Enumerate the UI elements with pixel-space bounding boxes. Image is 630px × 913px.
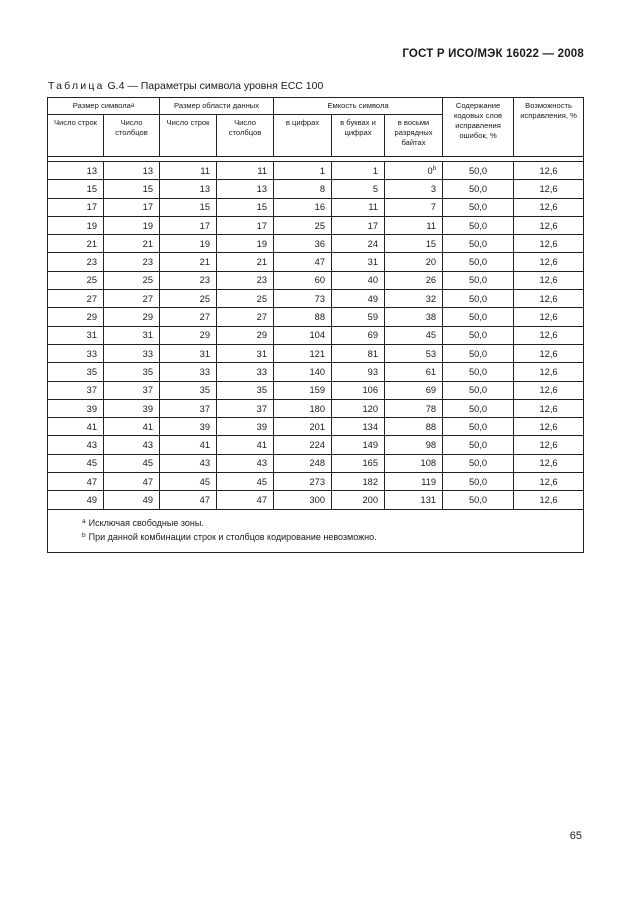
table-cell: 50,0 [443,162,514,180]
table-cell: 12,6 [514,436,584,454]
table-cell: 13 [217,180,274,198]
table-row [48,418,584,436]
table-cell: 47 [274,253,332,271]
header-error-correction-codewords: Содержание кодовых слов исправления ошибок, % [443,98,514,157]
table-cell: 33 [104,344,160,362]
table-row [48,363,584,381]
table-cell: 31 [160,344,217,362]
table-cell: 39 [217,418,274,436]
table-cell: 32 [385,290,443,308]
table-cell: 15 [160,198,217,216]
subheader-alphanumeric: в буквах и цифрах [332,115,385,157]
table-cell: 50,0 [443,216,514,234]
table-cell: 33 [160,363,217,381]
table-cell: 11 [160,162,217,180]
table-cell: 45 [160,473,217,491]
table-cell: 25 [274,216,332,234]
table-cell: 3 [385,180,443,198]
table-cell: 300 [274,491,332,509]
table-cell: 61 [385,363,443,381]
table-cell: 37 [104,381,160,399]
table-cell: 23 [48,253,104,271]
table-cell: 36 [274,235,332,253]
table-cell: 37 [217,399,274,417]
table-cell: 43 [217,454,274,472]
table-cell: 31 [48,326,104,344]
table-cell: 60 [274,271,332,289]
table-cell: 180 [274,399,332,417]
table-cell: 37 [160,399,217,417]
table-cell: 12,6 [514,363,584,381]
table-cell: 47 [160,491,217,509]
table-cell: 0$^b$ [385,162,443,180]
table-cell: 27 [104,290,160,308]
table-row [48,436,584,454]
table-cell: 50,0 [443,344,514,362]
symbol-parameters-table [47,97,584,553]
table-cell: 12,6 [514,473,584,491]
table-cell: 45 [217,473,274,491]
table-cell: 119 [385,473,443,491]
table-cell: 25 [160,290,217,308]
table-cell: 29 [160,326,217,344]
table-cell: 121 [274,344,332,362]
table-cell: 43 [48,436,104,454]
table-cell: 106 [332,381,385,399]
table-row [48,454,584,472]
table-row [48,271,584,289]
table-row [48,198,584,216]
table-cell: 35 [160,381,217,399]
table-cell: 15 [104,180,160,198]
table-cell: 47 [48,473,104,491]
table-cell: 159 [274,381,332,399]
table-cell: 11 [332,198,385,216]
table-cell: 20 [385,253,443,271]
header-data-region-size: Размер области данных [160,98,274,115]
table-cell: 50,0 [443,271,514,289]
table-cell: 12,6 [514,216,584,234]
subheader-region-cols: Число столбцов [217,115,274,157]
table-cell: 25 [104,271,160,289]
table-cell: 41 [160,436,217,454]
table-cell: 19 [160,235,217,253]
table-cell: 88 [274,308,332,326]
table-cell: 17 [217,216,274,234]
table-cell: 200 [332,491,385,509]
table-cell: 53 [385,344,443,362]
table-cell: 39 [104,399,160,417]
table-cell: 50,0 [443,454,514,472]
table-cell: 140 [274,363,332,381]
table-cell: 12,6 [514,198,584,216]
header-correction-capability: Возможность исправления, % [514,98,584,157]
table-cell: 49 [104,491,160,509]
table-cell: 50,0 [443,198,514,216]
table-cell: 59 [332,308,385,326]
table-cell: 41 [104,418,160,436]
table-cell: 35 [217,381,274,399]
table-cell: 12,6 [514,253,584,271]
table-cell: 12,6 [514,381,584,399]
table-cell: 12,6 [514,326,584,344]
table-cell: 12,6 [514,290,584,308]
table-cell: 5 [332,180,385,198]
table-cell: 31 [217,344,274,362]
table-row [48,381,584,399]
table-cell: 50,0 [443,308,514,326]
table-cell: 98 [385,436,443,454]
table-row [48,290,584,308]
table-cell: 149 [332,436,385,454]
table-cell: 24 [332,235,385,253]
table-row [48,253,584,271]
table-cell: 15 [385,235,443,253]
table-cell: 11 [385,216,443,234]
table-cell: 45 [48,454,104,472]
table-row [48,491,584,509]
table-caption [48,80,323,92]
table-row [48,473,584,491]
table-cell: 12,6 [514,491,584,509]
table-cell: 13 [104,162,160,180]
table-cell: 45 [385,326,443,344]
table-cell: 50,0 [443,180,514,198]
table-cell: 41 [217,436,274,454]
table-cell: 12,6 [514,344,584,362]
table-cell: 13 [160,180,217,198]
table-cell: 69 [332,326,385,344]
table-cell: 104 [274,326,332,344]
subheader-digits: в цифрах [274,115,332,157]
table-cell: 19 [217,235,274,253]
table-cell: 45 [104,454,160,472]
table-cell: 29 [104,308,160,326]
table-cell: 17 [332,216,385,234]
table-cell: 134 [332,418,385,436]
table-cell: 27 [48,290,104,308]
table-cell: 33 [217,363,274,381]
table-cell: 17 [160,216,217,234]
table-cell: 131 [385,491,443,509]
table-cell: 23 [104,253,160,271]
table-cell: 25 [48,271,104,289]
table-cell: 78 [385,399,443,417]
page-number: 65 [569,830,582,842]
table-note: $^b$ При данной комбинации строк и столбцов кодирование невозможно. [82,531,377,542]
table-cell: 41 [48,418,104,436]
table-cell: 38 [385,308,443,326]
table-cell: 39 [48,399,104,417]
table-cell: 35 [104,363,160,381]
table-cell: 21 [217,253,274,271]
table-cell: 16 [274,198,332,216]
table-cell: 21 [48,235,104,253]
table-cell: 47 [217,491,274,509]
table-cell: 93 [332,363,385,381]
table-cell: 81 [332,344,385,362]
table-cell: 165 [332,454,385,472]
table-row [48,235,584,253]
table-cell: 108 [385,454,443,472]
table-cell: 50,0 [443,491,514,509]
table-cell: 224 [274,436,332,454]
table-cell: 21 [104,235,160,253]
table-cell: 273 [274,473,332,491]
table-cell: 50,0 [443,235,514,253]
table-row [48,216,584,234]
table-cell: 69 [385,381,443,399]
table-cell: 50,0 [443,381,514,399]
table-row [48,326,584,344]
table-notes [48,509,584,552]
table-cell: 47 [104,473,160,491]
table-cell: 12,6 [514,235,584,253]
table-cell: 49 [48,491,104,509]
table-cell: 12,6 [514,418,584,436]
table-cell: 73 [274,290,332,308]
table-cell: 15 [217,198,274,216]
table-cell: 17 [48,198,104,216]
table-cell: 29 [217,326,274,344]
subheader-cols: Число столбцов [104,115,160,157]
table-cell: 12,6 [514,180,584,198]
subheader-region-rows: Число строк [160,115,217,157]
table-cell: 37 [48,381,104,399]
table-cell: 33 [48,344,104,362]
table-cell: 50,0 [443,418,514,436]
table-cell: 17 [104,198,160,216]
header-capacity: Емкость символа [274,98,443,115]
table-cell: 1 [332,162,385,180]
table-cell: 43 [104,436,160,454]
table-cell: 19 [48,216,104,234]
table-cell: 49 [332,290,385,308]
table-cell: 21 [160,253,217,271]
table-cell: 31 [332,253,385,271]
subheader-bytes: в восьми разрядных байтах [385,115,443,157]
table-cell: 50,0 [443,399,514,417]
table-cell: 26 [385,271,443,289]
table-cell: 50,0 [443,473,514,491]
table-cell: 12,6 [514,399,584,417]
table-note: $^a$ Исключая свободные зоны. [82,517,204,528]
table-row [48,308,584,326]
subheader-rows: Число строк [48,115,104,157]
document-header: ГОСТ Р ИСО/МЭК 16022 — 2008 [402,48,584,60]
table-cell: 7 [385,198,443,216]
table-cell: 11 [217,162,274,180]
table-cell: 12,6 [514,162,584,180]
table-cell: 39 [160,418,217,436]
table-cell: 50,0 [443,326,514,344]
table-cell: 23 [160,271,217,289]
table-cell: 40 [332,271,385,289]
table-cell: 88 [385,418,443,436]
table-cell: 35 [48,363,104,381]
table-cell: 50,0 [443,253,514,271]
table-cell: 19 [104,216,160,234]
table-cell: 12,6 [514,308,584,326]
table-cell: 50,0 [443,363,514,381]
table-cell: 29 [48,308,104,326]
table-cell: 25 [217,290,274,308]
table-caption-text: G.4 — Параметры символа уровня ECC 100 [107,80,324,92]
table-cell: 1 [274,162,332,180]
table-row [48,180,584,198]
table-cell: 43 [160,454,217,472]
table-row [48,399,584,417]
table-row [48,344,584,362]
table-cell: 13 [48,162,104,180]
table-cell: 50,0 [443,436,514,454]
table-caption-label: Таблица [48,80,105,92]
table-cell: 12,6 [514,454,584,472]
table-cell: 31 [104,326,160,344]
table-cell: 120 [332,399,385,417]
table-row [48,162,584,180]
table-cell: 23 [217,271,274,289]
table-cell: 15 [48,180,104,198]
table-cell: 12,6 [514,271,584,289]
table-cell: 248 [274,454,332,472]
table-cell: 201 [274,418,332,436]
table-cell: 27 [160,308,217,326]
table-cell: 8 [274,180,332,198]
table-cell: 182 [332,473,385,491]
header-symbol-size: Размер символа$^a$ [48,98,160,115]
table-cell: 50,0 [443,290,514,308]
table-cell: 27 [217,308,274,326]
